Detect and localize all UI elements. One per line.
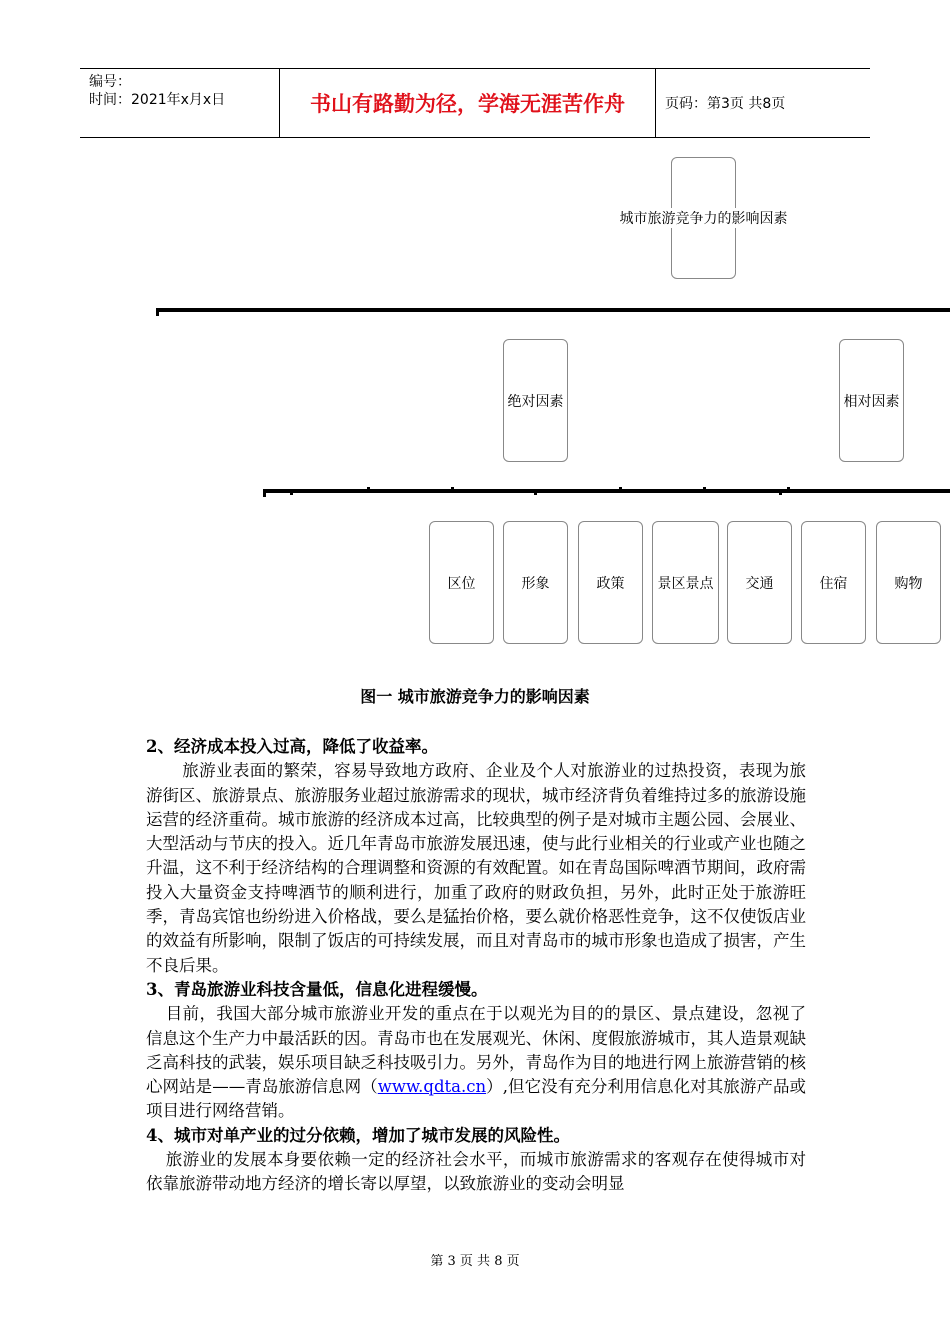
diagram-leaf — [578, 521, 643, 644]
diagram-connector-tick — [290, 489, 293, 495]
diagram-node-absolute-label: 绝对因素 — [508, 391, 564, 411]
diagram-leaf — [727, 521, 792, 644]
diagram-leaf-label: 形象 — [522, 573, 550, 593]
paragraph: 旅游业表面的繁荣，容易导致地方政府、企业及个人对旅游业的过热投资，表现为旅游街区、旅游景点、旅游服务业超过旅游需求的现状，城市经济背负着维持过多的旅游设施运营的经济重荷。城市旅游的经济成本过高，比较典型的例子是对城市主题公园、会展业、大型活动与节庆的投入。近几年青岛市旅游发展迅速，使与此行业相关的行业或产业也随之升温，这不利于经济结构的合理调整和资源的有效配置。如在青岛国际啤酒节期间，政府需投入大量资金支持啤酒节的顺利进行，加重了政府的财政负担，另外，此时正处于旅游旺季，青岛宾馆也纷纷进入价格战，要么是猛抬价格，要么就价格恶性竞争，这不仅使饭店业的效益有所影响，限制了饭店的可持续发展，而且对青岛市的城市形象也造成了损害，产生不良后果。 — [146, 761, 806, 975]
diagram-node-relative — [839, 339, 904, 462]
paragraph — [146, 1002, 806, 1123]
diagram-connector-tick — [787, 487, 790, 493]
diagram-leaf-label: 景区景点 — [658, 573, 714, 593]
paragraph-text: 目前，我国大部分城市旅游业开发的重点在于以观光为目的的景区、景点建设，忽视了信息这个生产力中最活跃的因。青岛市也在发展观光、休闲、度假旅游城市，其人造景观缺乏高科技的武装，娱乐项目缺乏科技吸引力。另外，青岛作为目的地进行网上旅游营销的核心网站是——青岛旅游信息网（ — [146, 1004, 806, 1097]
diagram-connector-tick — [619, 487, 622, 493]
diagram-connector-tick — [703, 487, 706, 493]
diagram-leaf — [503, 521, 568, 644]
section-heading: 2、经济成本投入过高，降低了收益率。 — [146, 737, 438, 756]
page-header — [80, 68, 870, 138]
diagram-leaf-label: 交通 — [746, 573, 774, 593]
header-meta — [80, 69, 280, 137]
paragraph-text: ）,但它没有充分利用信息化对其旅游产品或项目进行网络营销。 — [146, 1077, 807, 1121]
page-footer: 第 3 页 共 8 页 — [430, 1254, 520, 1269]
figure-caption: 图一 城市旅游竞争力的影响因素 — [360, 687, 590, 706]
header-motto: 书山有路勤为径，学海无涯苦作舟 — [280, 69, 656, 137]
diagram-connector-tick — [367, 487, 370, 493]
diagram-node-relative-label: 相对因素 — [844, 391, 900, 411]
paragraph: 旅游业的发展本身要依赖一定的经济社会水平，而城市旅游需求的客观存在使得城市对依靠旅游带动地方经济的增长寄以厚望，以致旅游业的变动会明显 — [146, 1150, 806, 1194]
diagram-leaf — [801, 521, 866, 644]
diagram-connector-tick — [534, 489, 537, 495]
website-link[interactable]: www.qdta.cn — [377, 1077, 487, 1097]
diagram-connector-top — [156, 308, 950, 312]
diagram-leaf-label: 住宿 — [820, 573, 848, 593]
diagram-connector-tick — [263, 489, 266, 497]
diagram-connector-tick — [451, 487, 454, 493]
diagram-leaf — [652, 521, 719, 644]
diagram-connector-tick — [779, 489, 782, 495]
diagram-leaf-label: 政策 — [597, 573, 625, 593]
diagram-connector-tick — [156, 308, 159, 316]
number-label: 编号： — [89, 74, 131, 90]
section-heading: 4、城市对单产业的过分依赖，增加了城市发展的风险性。 — [146, 1125, 570, 1145]
diagram-leaf-label: 区位 — [448, 573, 476, 593]
diagram-node-absolute — [503, 339, 568, 462]
section-heading: 3、青岛旅游业科技含量低，信息化进程缓慢。 — [146, 979, 488, 999]
diagram-root-box — [619, 157, 788, 279]
diagram-leaf — [876, 521, 941, 644]
diagram-root-label: 城市旅游竞争力的影响因素 — [620, 208, 788, 228]
diagram-leaf-label: 购物 — [895, 573, 923, 593]
diagram-leaf — [429, 521, 494, 644]
date-label: 时间：2021年x月x日 — [89, 92, 226, 108]
body-text — [146, 735, 806, 1197]
header-page-info: 页码：第3页 共8页 — [665, 96, 786, 112]
